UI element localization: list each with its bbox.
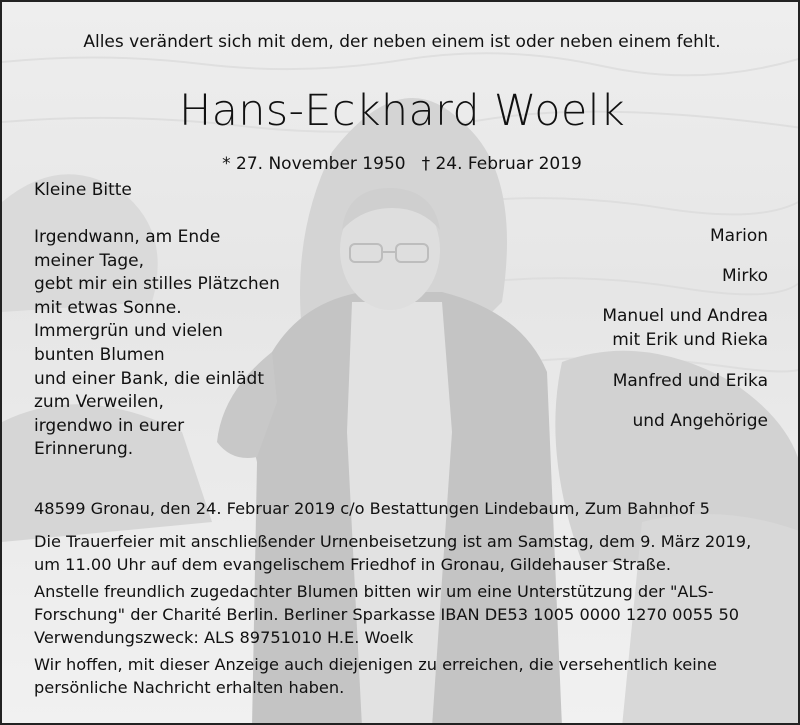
- poem-line: und einer Bank, die einlädt: [34, 368, 264, 389]
- closing-note: [34, 653, 717, 699]
- death-date: † 24. Februar 2019: [421, 154, 582, 174]
- poem-line: zum Verweilen,: [34, 392, 164, 413]
- poem-line: gebt mir ein stilles Plätzchen: [34, 274, 280, 295]
- poem-line: Irgendwann, am Ende: [34, 227, 221, 247]
- deceased-name: Hans-Eckhard Woelk: [178, 86, 626, 136]
- ceremony-info: [34, 530, 751, 576]
- mourner-name: und Angehörige: [632, 411, 768, 431]
- closing-line: Wir hoffen, mit dieser Anzeige auch diejenigen zu erreichen, die versehentlich keine: [34, 655, 717, 674]
- poem-line: bunten Blumen: [34, 344, 165, 365]
- mourner-name: Manuel und Andrea: [602, 306, 768, 326]
- poem-line: irgendwo in eurer: [34, 415, 185, 436]
- poem-line: meiner Tage,: [34, 250, 145, 271]
- mourner-name: mit Erik und Rieka: [612, 330, 768, 350]
- life-dates: [2, 154, 800, 174]
- address-line: 48599 Gronau, den 24. Februar 2019 c/o Bestattungen Lindebaum, Zum Bahnhof 5: [34, 499, 710, 518]
- poem-line: mit etwas Sonne.: [34, 297, 182, 318]
- mourner-entry: [602, 304, 768, 352]
- poem-line: Immergrün und vielen: [34, 321, 223, 342]
- ceremony-line: Die Trauerfeier mit anschließender Urnenbeisetzung ist am Samstag, dem 9. März 2019,: [34, 532, 752, 551]
- birth-date: * 27. November 1950: [222, 154, 406, 174]
- mourner-entry: [710, 224, 768, 248]
- poem-line: Erinnerung.: [34, 439, 134, 460]
- mourner-entry: [632, 409, 768, 433]
- ceremony-line: um 11.00 Uhr auf dem evangelischem Friedhof in Gronau, Gildehauser Straße.: [34, 555, 671, 574]
- motto: Alles verändert sich mit dem, der neben einem ist oder neben einem fehlt.: [83, 32, 721, 52]
- donation-line: Anstelle freundlich zugedachter Blumen bitten wir um eine Unterstützung der "ALS-: [34, 582, 714, 601]
- mourner-name: Mirko: [721, 266, 768, 286]
- mourner-entry: [722, 264, 768, 288]
- donation-line: Verwendungszweck: ALS 89751010 H.E. Woelk: [34, 628, 414, 647]
- mourner-name: Manfred und Erika: [612, 371, 768, 391]
- closing-line: persönliche Nachricht erhalten haben.: [34, 678, 345, 697]
- poem: [34, 226, 280, 462]
- mourner-entry: [613, 369, 768, 393]
- donation-info: [34, 580, 739, 649]
- mourner-name: Marion: [710, 226, 768, 246]
- poem-title: Kleine Bitte: [34, 180, 132, 200]
- donation-line: Forschung" der Charité Berlin. Berliner Sparkasse IBAN DE53 1005 0000 1270 0055 50: [34, 605, 740, 624]
